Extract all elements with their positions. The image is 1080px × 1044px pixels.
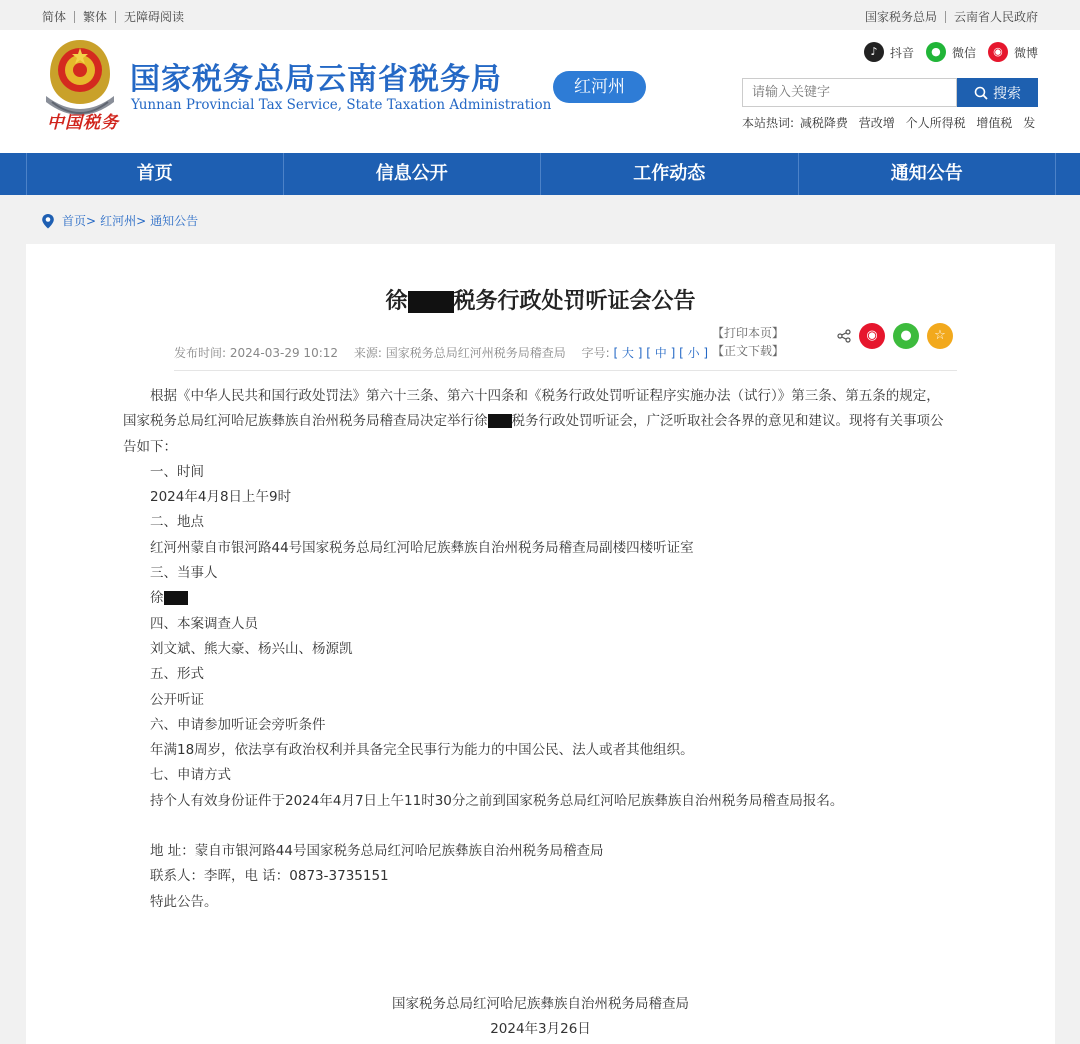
signing-organization: 国家税务总局红河哈尼族彝族自治州税务局稽查局 [392,996,689,1012]
hot-word[interactable]: 增值税 [976,116,1013,130]
signing-date: 2024年3月26日 [490,1021,591,1037]
wechat-icon: ● [926,42,946,62]
redaction-block [488,414,512,428]
source-label: 来源: [353,346,382,360]
print-link[interactable]: 【打印本页】 [712,326,785,340]
weibo-link[interactable] [988,42,1038,62]
share-bar [837,323,953,349]
nav-work-news[interactable]: 工作动态 [541,153,799,195]
source-value: 国家税务总局红河州税务局稽查局 [385,346,566,360]
external-links [865,8,1038,25]
divider [74,11,75,23]
section-value: 持个人有效身份证件于2024年4月7日上午11时30分之前到国家税务总局红河哈尼族彝族自治州税务局稽查局报名。 [150,792,844,809]
section-value [123,586,953,611]
nav-home[interactable]: 首页 [26,153,284,195]
search-icon [974,86,988,100]
article-card [26,244,1055,1044]
douyin-label: 抖音 [889,45,914,60]
traditional-chinese-link[interactable]: 繁体 [83,10,108,24]
share-icon[interactable] [837,329,851,343]
breadcrumb-region[interactable]: 红河州> [100,214,147,228]
hot-word[interactable]: 营改增 [858,116,895,130]
breadcrumb [41,212,198,229]
weibo-label: 微博 [1013,45,1038,60]
share-weibo-icon[interactable]: ◉ [859,323,885,349]
closing-line: 特此公告。 [150,893,218,910]
yunnan-government-link[interactable]: 云南省人民政府 [953,10,1038,24]
party-name: 徐 [150,590,164,607]
font-large-button[interactable]: [ 大 ] [613,346,643,360]
sta-link[interactable]: 国家税务总局 [864,10,937,24]
hot-word[interactable]: 个人所得税 [905,116,966,130]
redaction-block [408,291,454,313]
section-value: 年满18周岁，依法享有政治权利并具备完全民事行为能力的中国公民、法人或者其他组织。 [150,742,694,759]
address-line: 地 址：蒙自市银河路44号国家税务总局红河哈尼族彝族自治州税务局稽查局 [150,843,604,860]
site-header [0,30,1080,153]
weibo-icon: ◉ [988,42,1008,62]
print-download-links [712,324,784,360]
search-button[interactable] [957,78,1038,107]
breadcrumb-home[interactable]: 首页> [62,214,97,228]
publish-label: 发布时间: [174,346,227,360]
redaction-block [164,591,188,605]
publish-time: 2024-03-29 10:12 [229,346,339,360]
section-heading: 五、形式 [150,666,204,683]
title-suffix: 税务行政处罚听证会公告 [453,289,696,314]
section-heading: 三、当事人 [150,565,218,582]
site-subtitle: Yunnan Provincial Tax Service, State Taxation Administration [131,97,552,113]
simplified-chinese-link[interactable]: 简体 [42,10,67,24]
signature-block [26,992,1055,1042]
hot-words [742,114,1038,131]
article-meta [174,344,708,361]
section-value: 公开听证 [150,691,204,708]
hot-words-label: 本站热词: [742,116,795,130]
intro-text-cont: 税务行政处罚听证会，广泛听取社会各界的意见和建议。现将有关事项公告如下： [123,413,944,455]
favorite-star-icon[interactable]: ☆ [927,323,953,349]
title-prefix: 徐 [385,289,408,314]
hot-word[interactable]: 发 [1023,116,1036,130]
download-link[interactable]: 【正文下载】 [712,344,785,358]
contact-line: 联系人：李晖，电 话：0873-3735151 [150,868,389,885]
meta-divider [174,370,957,371]
intro-text: 根据《中华人民共和国行政处罚法》第六十三条、第六十四条和《税务行政处罚听证程序实施办法（试行）》第三条、第五条的规定，国家税务总局红河哈尼族彝族自治州税务局稽查局决定举行徐 [123,388,940,430]
douyin-link[interactable] [864,42,914,62]
douyin-icon: ♪ [864,42,884,62]
accessible-reading-link[interactable]: 无障碍阅读 [124,10,185,24]
section-heading: 四、本案调查人员 [150,615,258,632]
font-small-button[interactable]: [ 小 ] [679,346,709,360]
divider [115,11,116,23]
section-heading: 一、时间 [150,463,204,480]
wechat-link[interactable] [926,42,976,62]
section-value: 2024年4月8日上午9时 [150,489,292,506]
breadcrumb-notices[interactable]: 通知公告 [150,214,199,228]
section-heading: 七、申请方式 [150,767,231,784]
section-heading: 二、地点 [150,514,204,531]
intro-paragraph [123,384,953,460]
share-wechat-icon[interactable]: ● [893,323,919,349]
language-switcher [42,8,184,25]
social-links [852,42,1038,62]
section-value: 刘文斌、熊大豪、杨兴山、杨源凯 [150,640,353,657]
search-input[interactable] [742,78,957,107]
main-nav [0,153,1080,195]
region-badge[interactable]: 红河州 [553,71,646,103]
divider [945,11,946,23]
location-pin-icon [41,213,55,229]
site-title[interactable]: 国家税务总局云南省税务局 [130,62,502,97]
hot-word[interactable]: 减税降费 [799,116,848,130]
nav-notices[interactable]: 通知公告 [799,153,1057,195]
search-button-label: 搜索 [993,85,1021,102]
nav-info-disclosure[interactable]: 信息公开 [284,153,542,195]
section-value: 红河州蒙自市银河路44号国家税务总局红河哈尼族彝族自治州税务局稽查局副楼四楼听证室 [150,539,694,556]
font-medium-button[interactable]: [ 中 ] [646,346,676,360]
top-utility-bar [0,0,1080,30]
font-size-label: 字号: [581,346,610,360]
wechat-label: 微信 [951,45,976,60]
china-tax-logo-text: 中国税务 [47,113,119,133]
section-heading: 六、申请参加听证会旁听条件 [150,716,326,733]
article-title [26,284,1055,315]
article-body [123,384,953,915]
